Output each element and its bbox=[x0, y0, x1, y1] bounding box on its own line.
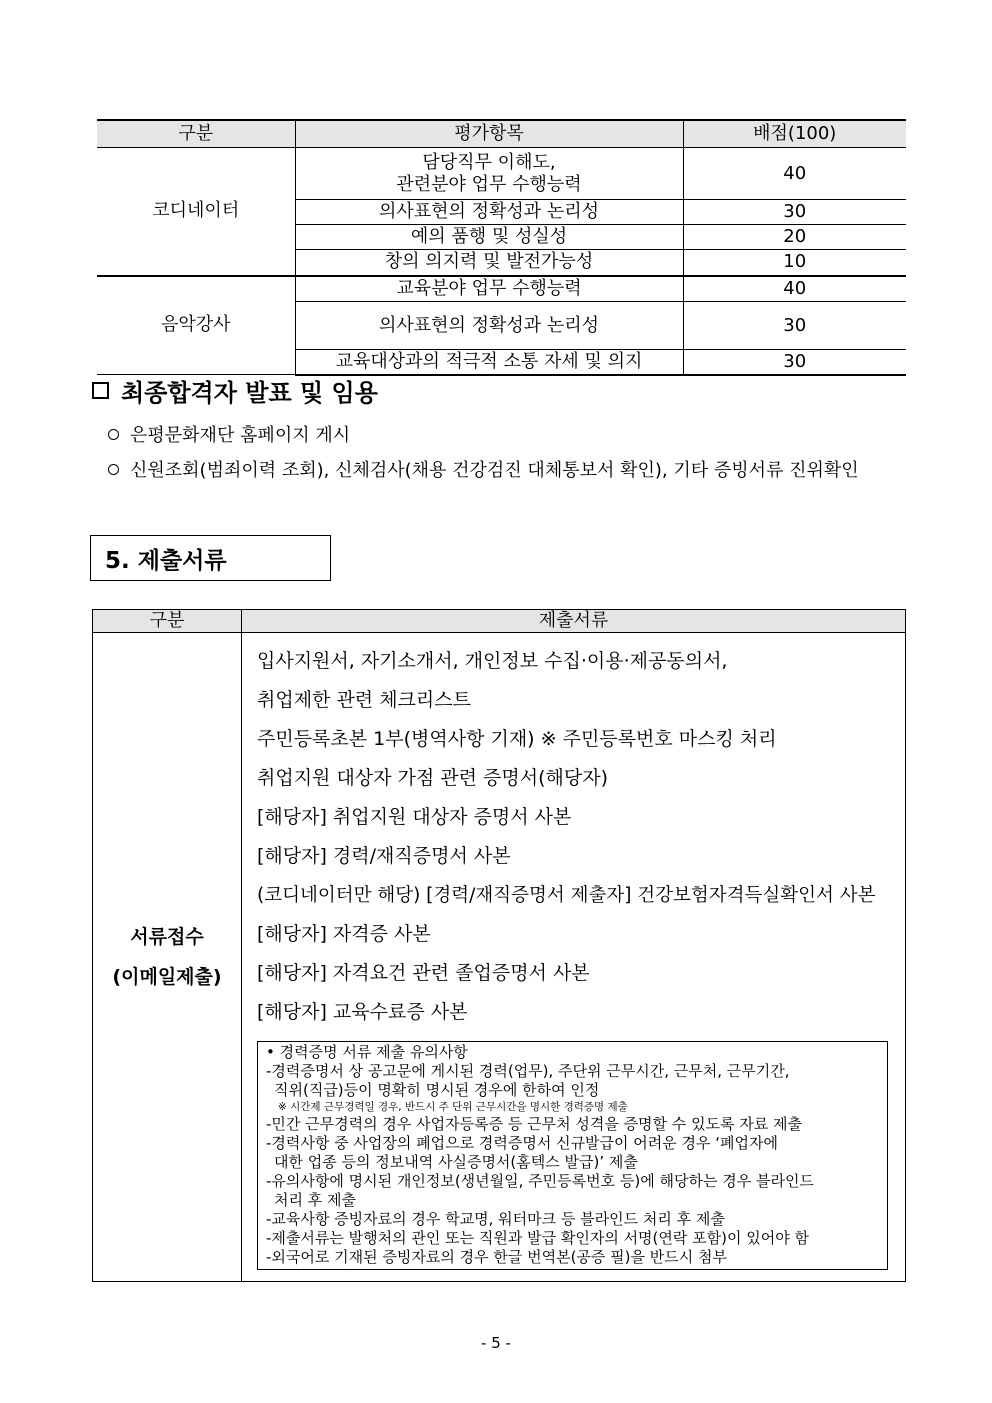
note-line: 대한 업종 등의 정보내역 사실증명서(홈텍스 발급)’ 제출 bbox=[274, 1153, 638, 1171]
note-line: -경력사항 중 사업장의 폐업으로 경력증명서 신규발급이 어려운 경우 ‘폐업자에 bbox=[266, 1134, 779, 1152]
category-music-instructor: 음악강사 bbox=[97, 276, 295, 375]
document-item: 취업지원 대상자 가점 관련 증명서(해당자) bbox=[257, 767, 609, 789]
eval-score: 10 bbox=[683, 250, 906, 276]
note-line: ※ 시간제 근무경력일 경우, 반드시 주 단위 근무시간을 명시한 경력증명 제출 bbox=[278, 1101, 628, 1113]
section-title-box bbox=[90, 535, 331, 581]
header-documents: 제출서류 bbox=[242, 610, 906, 633]
final-section-heading bbox=[92, 373, 378, 408]
circle-bullet-icon bbox=[108, 429, 119, 440]
document-item: [해당자] 취업지원 대상자 증명서 사본 bbox=[257, 806, 572, 828]
circle-bullet-icon bbox=[108, 464, 119, 475]
eval-item: 교육분야 업무 수행능력 bbox=[295, 276, 683, 302]
eval-item: 교육대상과의 적극적 소통 자세 및 의지 bbox=[295, 350, 683, 375]
list-item bbox=[108, 456, 859, 482]
note-line: -외국어로 기재된 증빙자료의 경우 한글 번역본(공증 필)을 반드시 첨부 bbox=[266, 1248, 727, 1266]
document-item: 입사지원서, 자기소개서, 개인정보 수집·이용·제공동의서, bbox=[257, 650, 728, 672]
document-item: [해당자] 자격요건 관련 졸업증명서 사본 bbox=[257, 962, 590, 984]
list-item bbox=[108, 421, 350, 447]
list-item-text: 신원조회(범죄이력 조회), 신체검사(채용 건강검진 대체통보서 확인), 기타 증빙서류 진위확인 bbox=[130, 460, 859, 481]
eval-score: 20 bbox=[683, 225, 906, 250]
eval-score: 40 bbox=[683, 148, 906, 200]
notes-box bbox=[257, 1041, 888, 1270]
final-section-heading-text: 최종합격자 발표 및 임용 bbox=[121, 379, 378, 407]
category-coordinator: 코디네이터 bbox=[97, 148, 295, 276]
category-cell bbox=[93, 633, 242, 1282]
table-row bbox=[93, 633, 906, 1282]
note-line: -유의사항에 명시된 개인정보(생년월일, 주민등록번호 등)에 해당하는 경우 블라인드 bbox=[266, 1172, 814, 1190]
list-item-text: 은평문화재단 홈페이지 게시 bbox=[130, 425, 351, 446]
note-line: • 경력증명 서류 제출 유의사항 bbox=[266, 1043, 468, 1061]
category-line: (이메일제출) bbox=[112, 966, 222, 988]
table-row bbox=[97, 276, 906, 302]
category-line: 서류접수 bbox=[130, 926, 204, 948]
documents-list bbox=[242, 633, 906, 1282]
note-line: -경력증명서 상 공고문에 게시된 경력(업무), 주단위 근무시간, 근무처, 근무기간, bbox=[266, 1062, 790, 1080]
eval-item-line: 담당직무 이해도, bbox=[422, 151, 556, 173]
eval-score: 30 bbox=[683, 200, 906, 225]
document-item: [해당자] 자격증 사본 bbox=[257, 923, 431, 945]
note-line: -제출서류는 발행처의 관인 또는 직원과 발급 확인자의 서명(연락 포함)이 있어야 함 bbox=[266, 1229, 809, 1247]
eval-item bbox=[295, 148, 683, 200]
note-line: -교육사항 증빙자료의 경우 학교명, 워터마크 등 블라인드 처리 후 제출 bbox=[266, 1210, 725, 1228]
document-item: [해당자] 경력/재직증명서 사본 bbox=[257, 845, 511, 867]
section-title: 5. 제출서류 bbox=[105, 547, 227, 574]
document-item: (코디네이터만 해당) [경력/재직증명서 제출자] 건강보험자격득실확인서 사본 bbox=[257, 885, 876, 906]
header-category: 구분 bbox=[97, 120, 295, 148]
square-bullet-icon bbox=[92, 382, 109, 399]
header-score: 배점(100) bbox=[683, 120, 906, 148]
eval-item: 예의 품행 및 성실성 bbox=[295, 225, 683, 250]
page-number: - 5 - bbox=[481, 1334, 511, 1352]
note-line: 직위(직급)등이 명확히 명시된 경우에 한하여 인정 bbox=[274, 1081, 600, 1099]
document-item: [해당자] 교육수료증 사본 bbox=[257, 1001, 468, 1023]
header-category: 구분 bbox=[93, 610, 242, 633]
table-row bbox=[97, 148, 906, 200]
evaluation-table bbox=[97, 119, 906, 376]
eval-score: 40 bbox=[683, 276, 906, 302]
documents-table-header bbox=[93, 610, 906, 633]
header-item: 평가항목 bbox=[295, 120, 683, 148]
note-line: 처리 후 제출 bbox=[274, 1191, 356, 1209]
eval-item: 의사표현의 정확성과 논리성 bbox=[295, 200, 683, 225]
eval-score: 30 bbox=[683, 350, 906, 375]
documents-table bbox=[92, 609, 906, 1282]
document-item: 주민등록초본 1부(병역사항 기재) ※ 주민등록번호 마스킹 처리 bbox=[257, 728, 777, 750]
eval-item: 창의 의지력 및 발전가능성 bbox=[295, 250, 683, 276]
evaluation-table-header bbox=[97, 120, 906, 148]
eval-score: 30 bbox=[683, 302, 906, 350]
eval-item-line: 관련분야 업무 수행능력 bbox=[396, 173, 582, 195]
note-line: -민간 근무경력의 경우 사업자등록증 등 근무처 성격을 증명할 수 있도록 자료 제출 bbox=[266, 1115, 803, 1133]
document-item: 취업제한 관련 체크리스트 bbox=[257, 689, 471, 711]
eval-item: 의사표현의 정확성과 논리성 bbox=[295, 302, 683, 350]
